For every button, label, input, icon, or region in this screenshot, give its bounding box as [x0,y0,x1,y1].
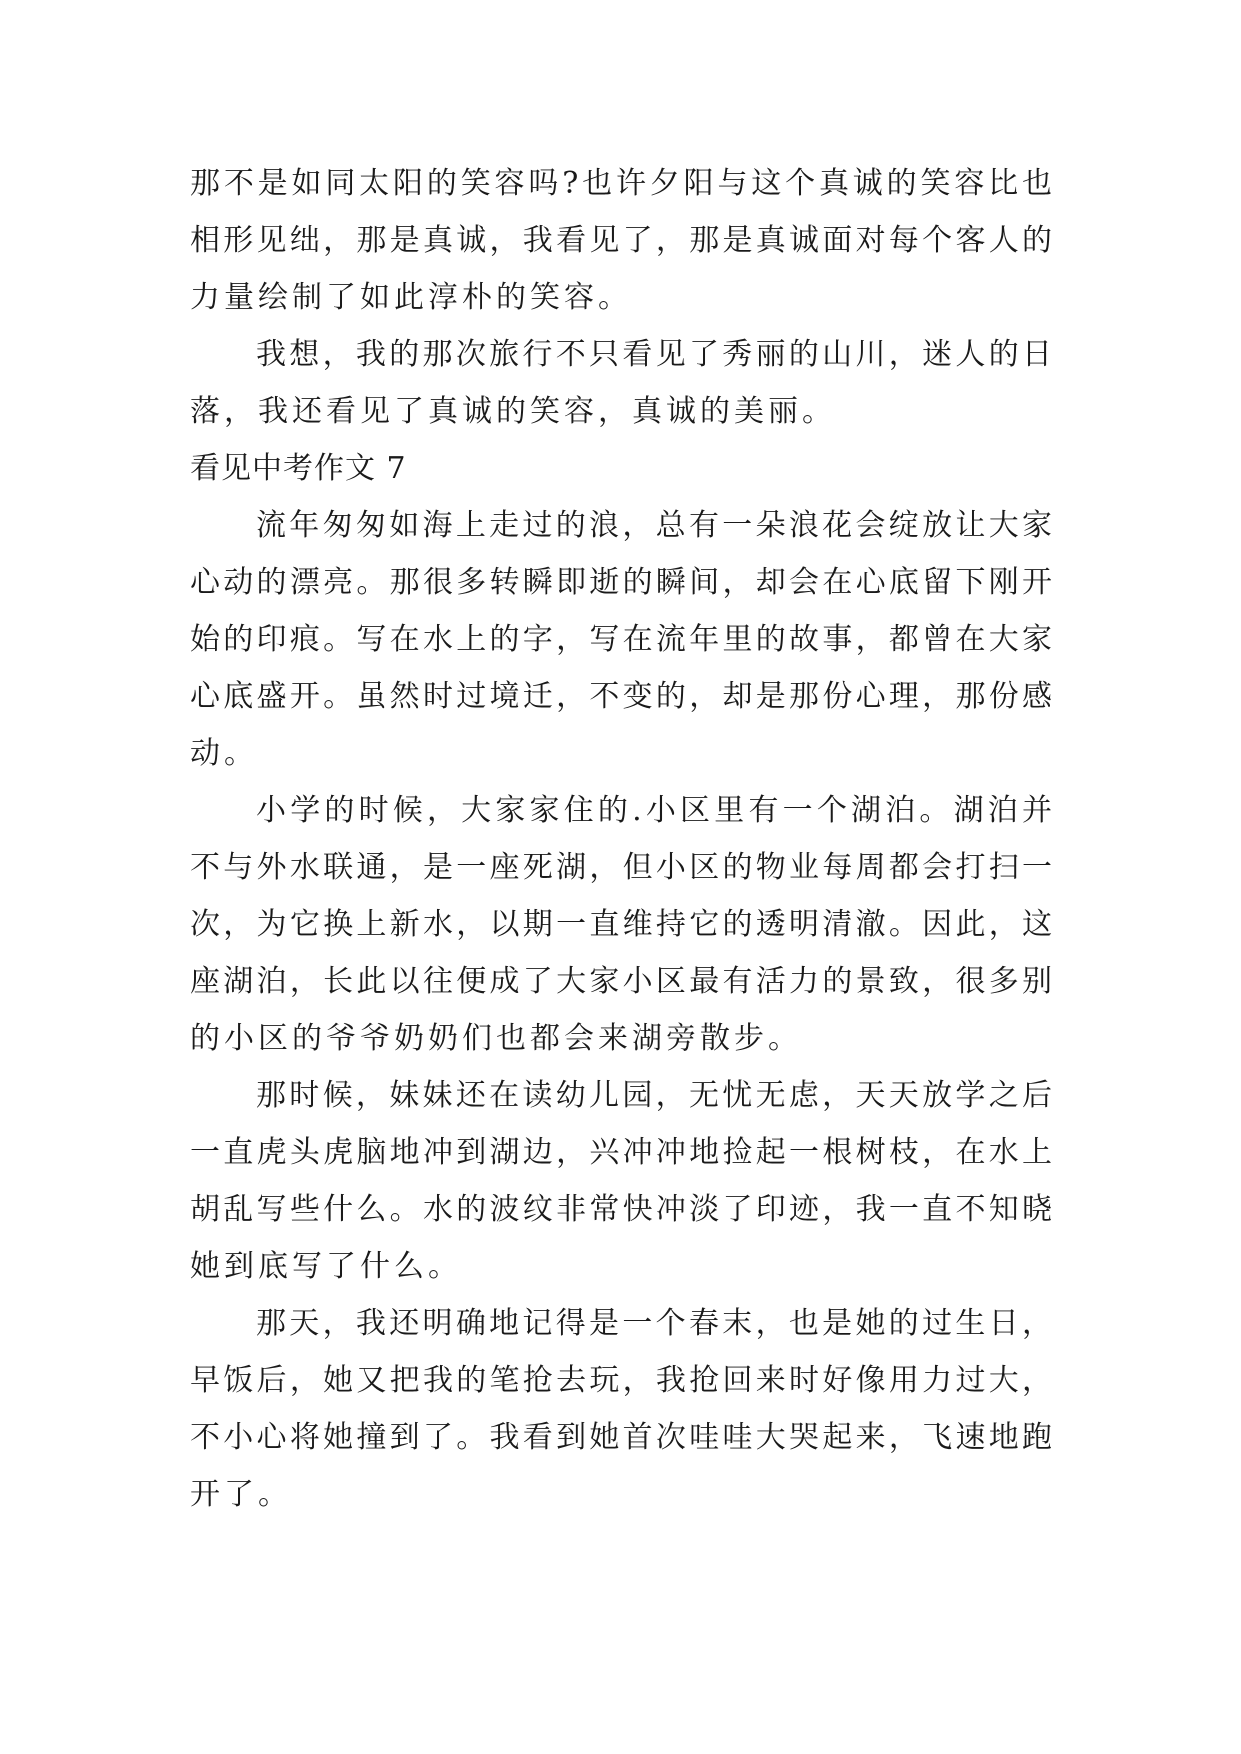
paragraph-first-line: 那时候，妹妹还在读幼儿园，无忧无虑，天天放学之后 [256,1078,1052,1113]
paragraph-first-line: 我想，我的那次旅行不只看见了秀丽的山川，迷人的日 [256,337,1052,372]
text-line: 心动的漂亮。那很多转瞬即逝的瞬间，却会在心底留下刚开 [190,565,1052,600]
text-line: 心底盛开。虽然时过境迁，不变的，却是那份心理，那份感 [190,679,1052,714]
text-line: 早饭后，她又把我的笔抢去玩，我抢回来时好像用力过大， [190,1363,1052,1398]
text-line: 相形见绌，那是真诚，我看见了，那是真诚面对每个客人的 [190,223,1052,258]
text-line: 不与外水联通，是一座死湖，但小区的物业每周都会打扫一 [190,850,1052,885]
document-body [190,155,1052,1523]
text-line: 她到底写了什么。 [190,1249,462,1284]
text-line: 一直虎头虎脑地冲到湖边，兴冲冲地捡起一根树枝，在水上 [190,1135,1052,1170]
section-heading: 看见中考作文 7 [190,451,407,486]
text-line: 座湖泊，长此以往便成了大家小区最有活力的景致，很多别 [190,964,1052,999]
text-line: 开了。 [190,1477,292,1512]
text-line: 始的印痕。写在水上的字，写在流年里的故事，都曾在大家 [190,622,1052,657]
paragraph-first-line: 流年匆匆如海上走过的浪，总有一朵浪花会绽放让大家 [256,508,1052,543]
paragraph-first-line: 那天，我还明确地记得是一个春末，也是她的过生日， [256,1306,1052,1341]
text-line: 胡乱写些什么。水的波纹非常快冲淡了印迹，我一直不知晓 [190,1192,1052,1227]
text-line: 力量绘制了如此淳朴的笑容。 [190,280,632,315]
text-line: 的小区的爷爷奶奶们也都会来湖旁散步。 [190,1021,802,1056]
text-line: 那不是如同太阳的笑容吗?也许夕阳与这个真诚的笑容比也 [190,166,1052,201]
text-line: 不小心将她撞到了。我看到她首次哇哇大哭起来，飞速地跑 [190,1420,1052,1455]
text-line: 次，为它换上新水，以期一直维持它的透明清澈。因此，这 [190,907,1052,942]
text-line: 落，我还看见了真诚的笑容，真诚的美丽。 [190,394,836,429]
paragraph-first-line: 小学的时候，大家家住的.小区里有一个湖泊。湖泊并 [256,793,1052,828]
text-line: 动。 [190,736,258,771]
